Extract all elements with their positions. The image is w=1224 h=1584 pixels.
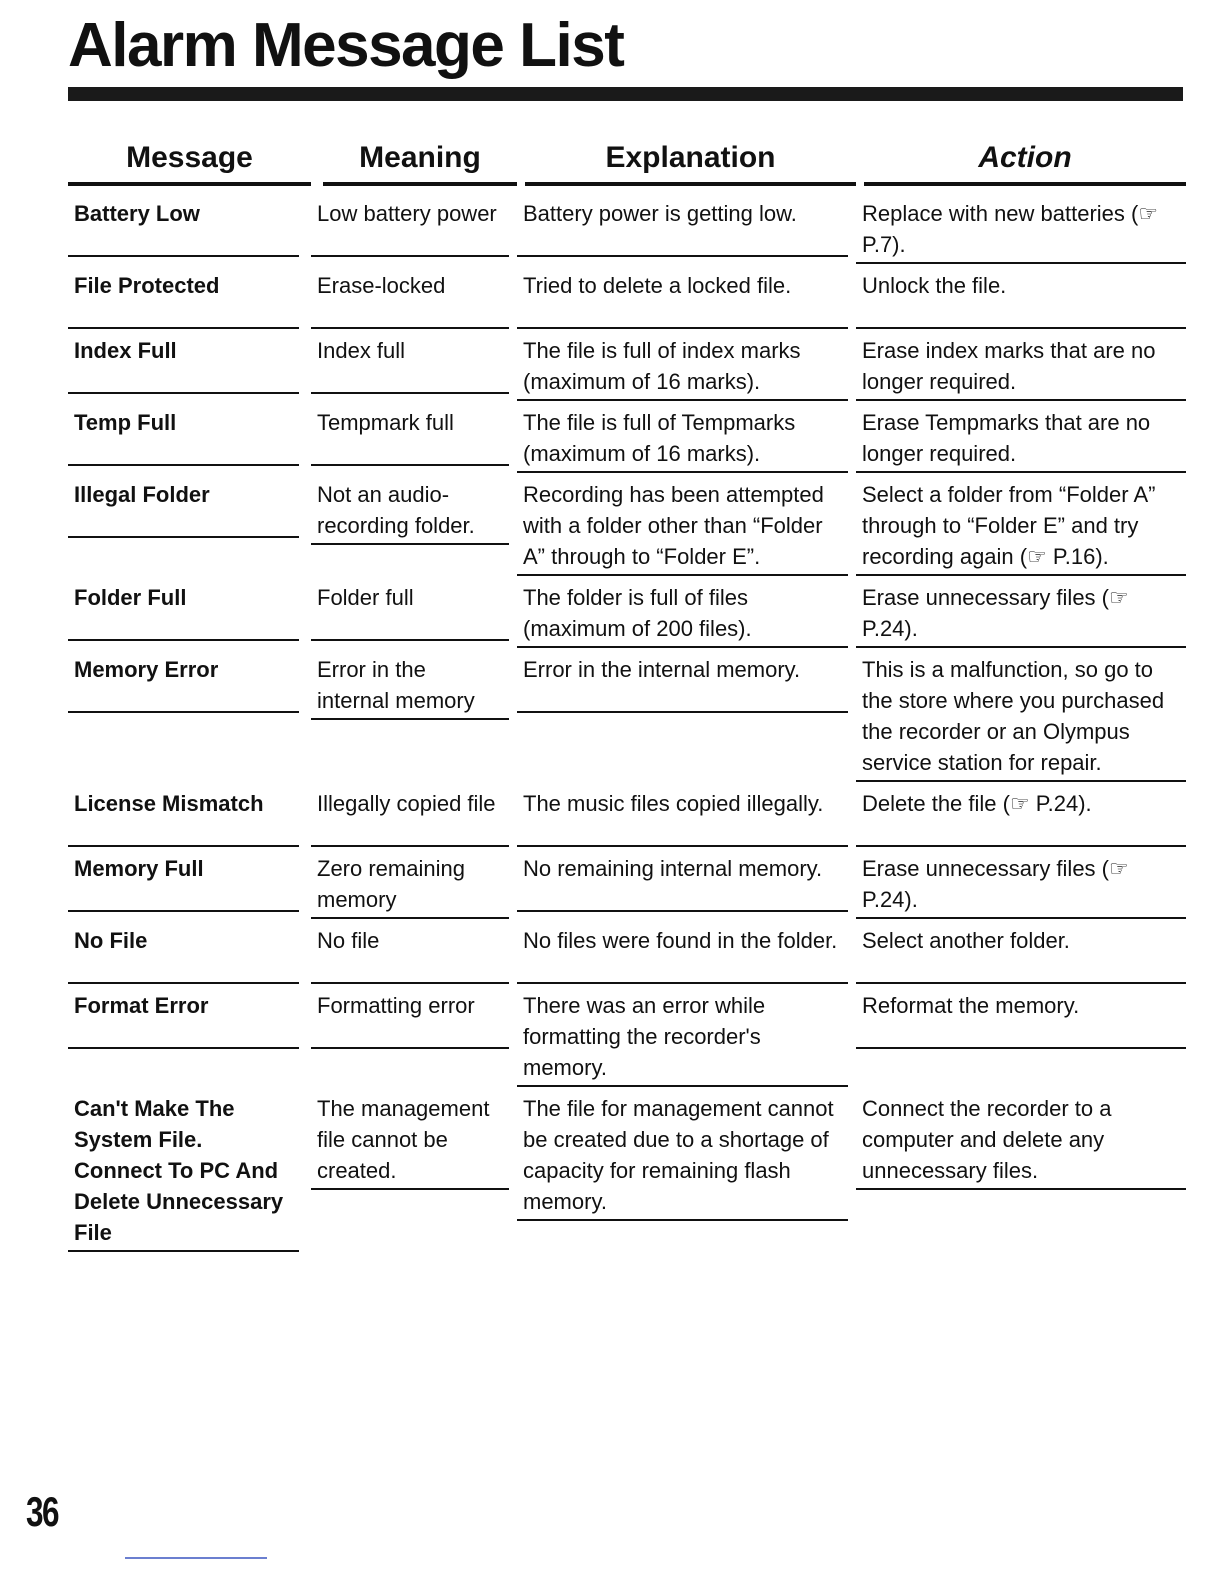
meaning-cell: Index full [311, 329, 517, 401]
explanation-cell: Battery power is getting low. [517, 192, 856, 264]
table-row [68, 919, 1186, 984]
action-cell: Erase unnecessary files (☞ P.24). [856, 576, 1186, 648]
action-cell: Erase index marks that are no longer required. [856, 329, 1186, 401]
message-cell: Memory Error [68, 648, 311, 782]
message-cell: Index Full [68, 329, 311, 401]
message-cell: License Mismatch [68, 782, 311, 847]
table-row [68, 576, 1186, 648]
table-row [68, 1087, 1186, 1252]
action-cell: Unlock the file. [856, 264, 1186, 329]
header-explanation: Explanation [517, 140, 856, 192]
action-cell: Delete the file (☞ P.24). [856, 782, 1186, 847]
message-cell: File Protected [68, 264, 311, 329]
explanation-cell: There was an error while formatting the recorder's memory. [517, 984, 856, 1087]
action-cell: Select another folder. [856, 919, 1186, 984]
explanation-cell: The file is full of Tempmarks (maximum of 16 marks). [517, 401, 856, 473]
message-cell: Can't Make The System File. Connect To PC And Delete Unnecessary File [68, 1087, 311, 1252]
table-row [68, 401, 1186, 473]
message-cell: Temp Full [68, 401, 311, 473]
footer-rule [125, 1557, 267, 1559]
meaning-cell: Folder full [311, 576, 517, 648]
explanation-cell: The file is full of index marks (maximum of 16 marks). [517, 329, 856, 401]
action-cell: Connect the recorder to a computer and delete any unnecessary files. [856, 1087, 1186, 1252]
table-row [68, 264, 1186, 329]
message-cell: Folder Full [68, 576, 311, 648]
message-cell: Format Error [68, 984, 311, 1087]
meaning-cell: Illegally copied file [311, 782, 517, 847]
table-row [68, 782, 1186, 847]
header-message: Message [68, 140, 311, 192]
meaning-cell: Not an audio-recording folder. [311, 473, 517, 576]
explanation-cell: Tried to delete a locked file. [517, 264, 856, 329]
message-cell: Memory Full [68, 847, 311, 919]
table-row [68, 847, 1186, 919]
explanation-cell: The folder is full of files (maximum of 200 files). [517, 576, 856, 648]
table-row [68, 648, 1186, 782]
action-cell: This is a malfunction, so go to the store where you purchased the recorder or an Olympus service station for repair. [856, 648, 1186, 782]
explanation-cell: The file for management cannot be created due to a shortage of capacity for remaining flash memory. [517, 1087, 856, 1252]
page-title: Alarm Message List [68, 11, 624, 80]
meaning-cell: Tempmark full [311, 401, 517, 473]
meaning-cell: Error in the internal memory [311, 648, 517, 782]
explanation-cell: No files were found in the folder. [517, 919, 856, 984]
title-rule [68, 87, 1183, 101]
meaning-cell: Zero remaining memory [311, 847, 517, 919]
action-cell: Select a folder from “Folder A” through to “Folder E” and try recording again (☞ P.16). [856, 473, 1186, 576]
explanation-cell: Error in the internal memory. [517, 648, 856, 782]
table-row [68, 192, 1186, 264]
action-cell: Replace with new batteries (☞ P.7). [856, 192, 1186, 264]
explanation-cell: The music files copied illegally. [517, 782, 856, 847]
header-meaning: Meaning [311, 140, 517, 192]
header-action: Action [856, 140, 1186, 192]
meaning-cell: Formatting error [311, 984, 517, 1087]
table-row [68, 329, 1186, 401]
message-cell: No File [68, 919, 311, 984]
message-cell: Battery Low [68, 192, 311, 264]
alarm-message-table [68, 140, 1186, 1252]
table-row [68, 473, 1186, 576]
explanation-cell: No remaining internal memory. [517, 847, 856, 919]
page-number: 36 [26, 1488, 59, 1535]
meaning-cell: No file [311, 919, 517, 984]
meaning-cell: Erase-locked [311, 264, 517, 329]
action-cell: Reformat the memory. [856, 984, 1186, 1087]
message-cell: Illegal Folder [68, 473, 311, 576]
action-cell: Erase unnecessary files (☞ P.24). [856, 847, 1186, 919]
table-header-row [68, 140, 1186, 192]
meaning-cell: The management file cannot be created. [311, 1087, 517, 1252]
table-row [68, 984, 1186, 1087]
action-cell: Erase Tempmarks that are no longer required. [856, 401, 1186, 473]
meaning-cell: Low battery power [311, 192, 517, 264]
explanation-cell: Recording has been attempted with a folder other than “Folder A” through to “Folder E”. [517, 473, 856, 576]
